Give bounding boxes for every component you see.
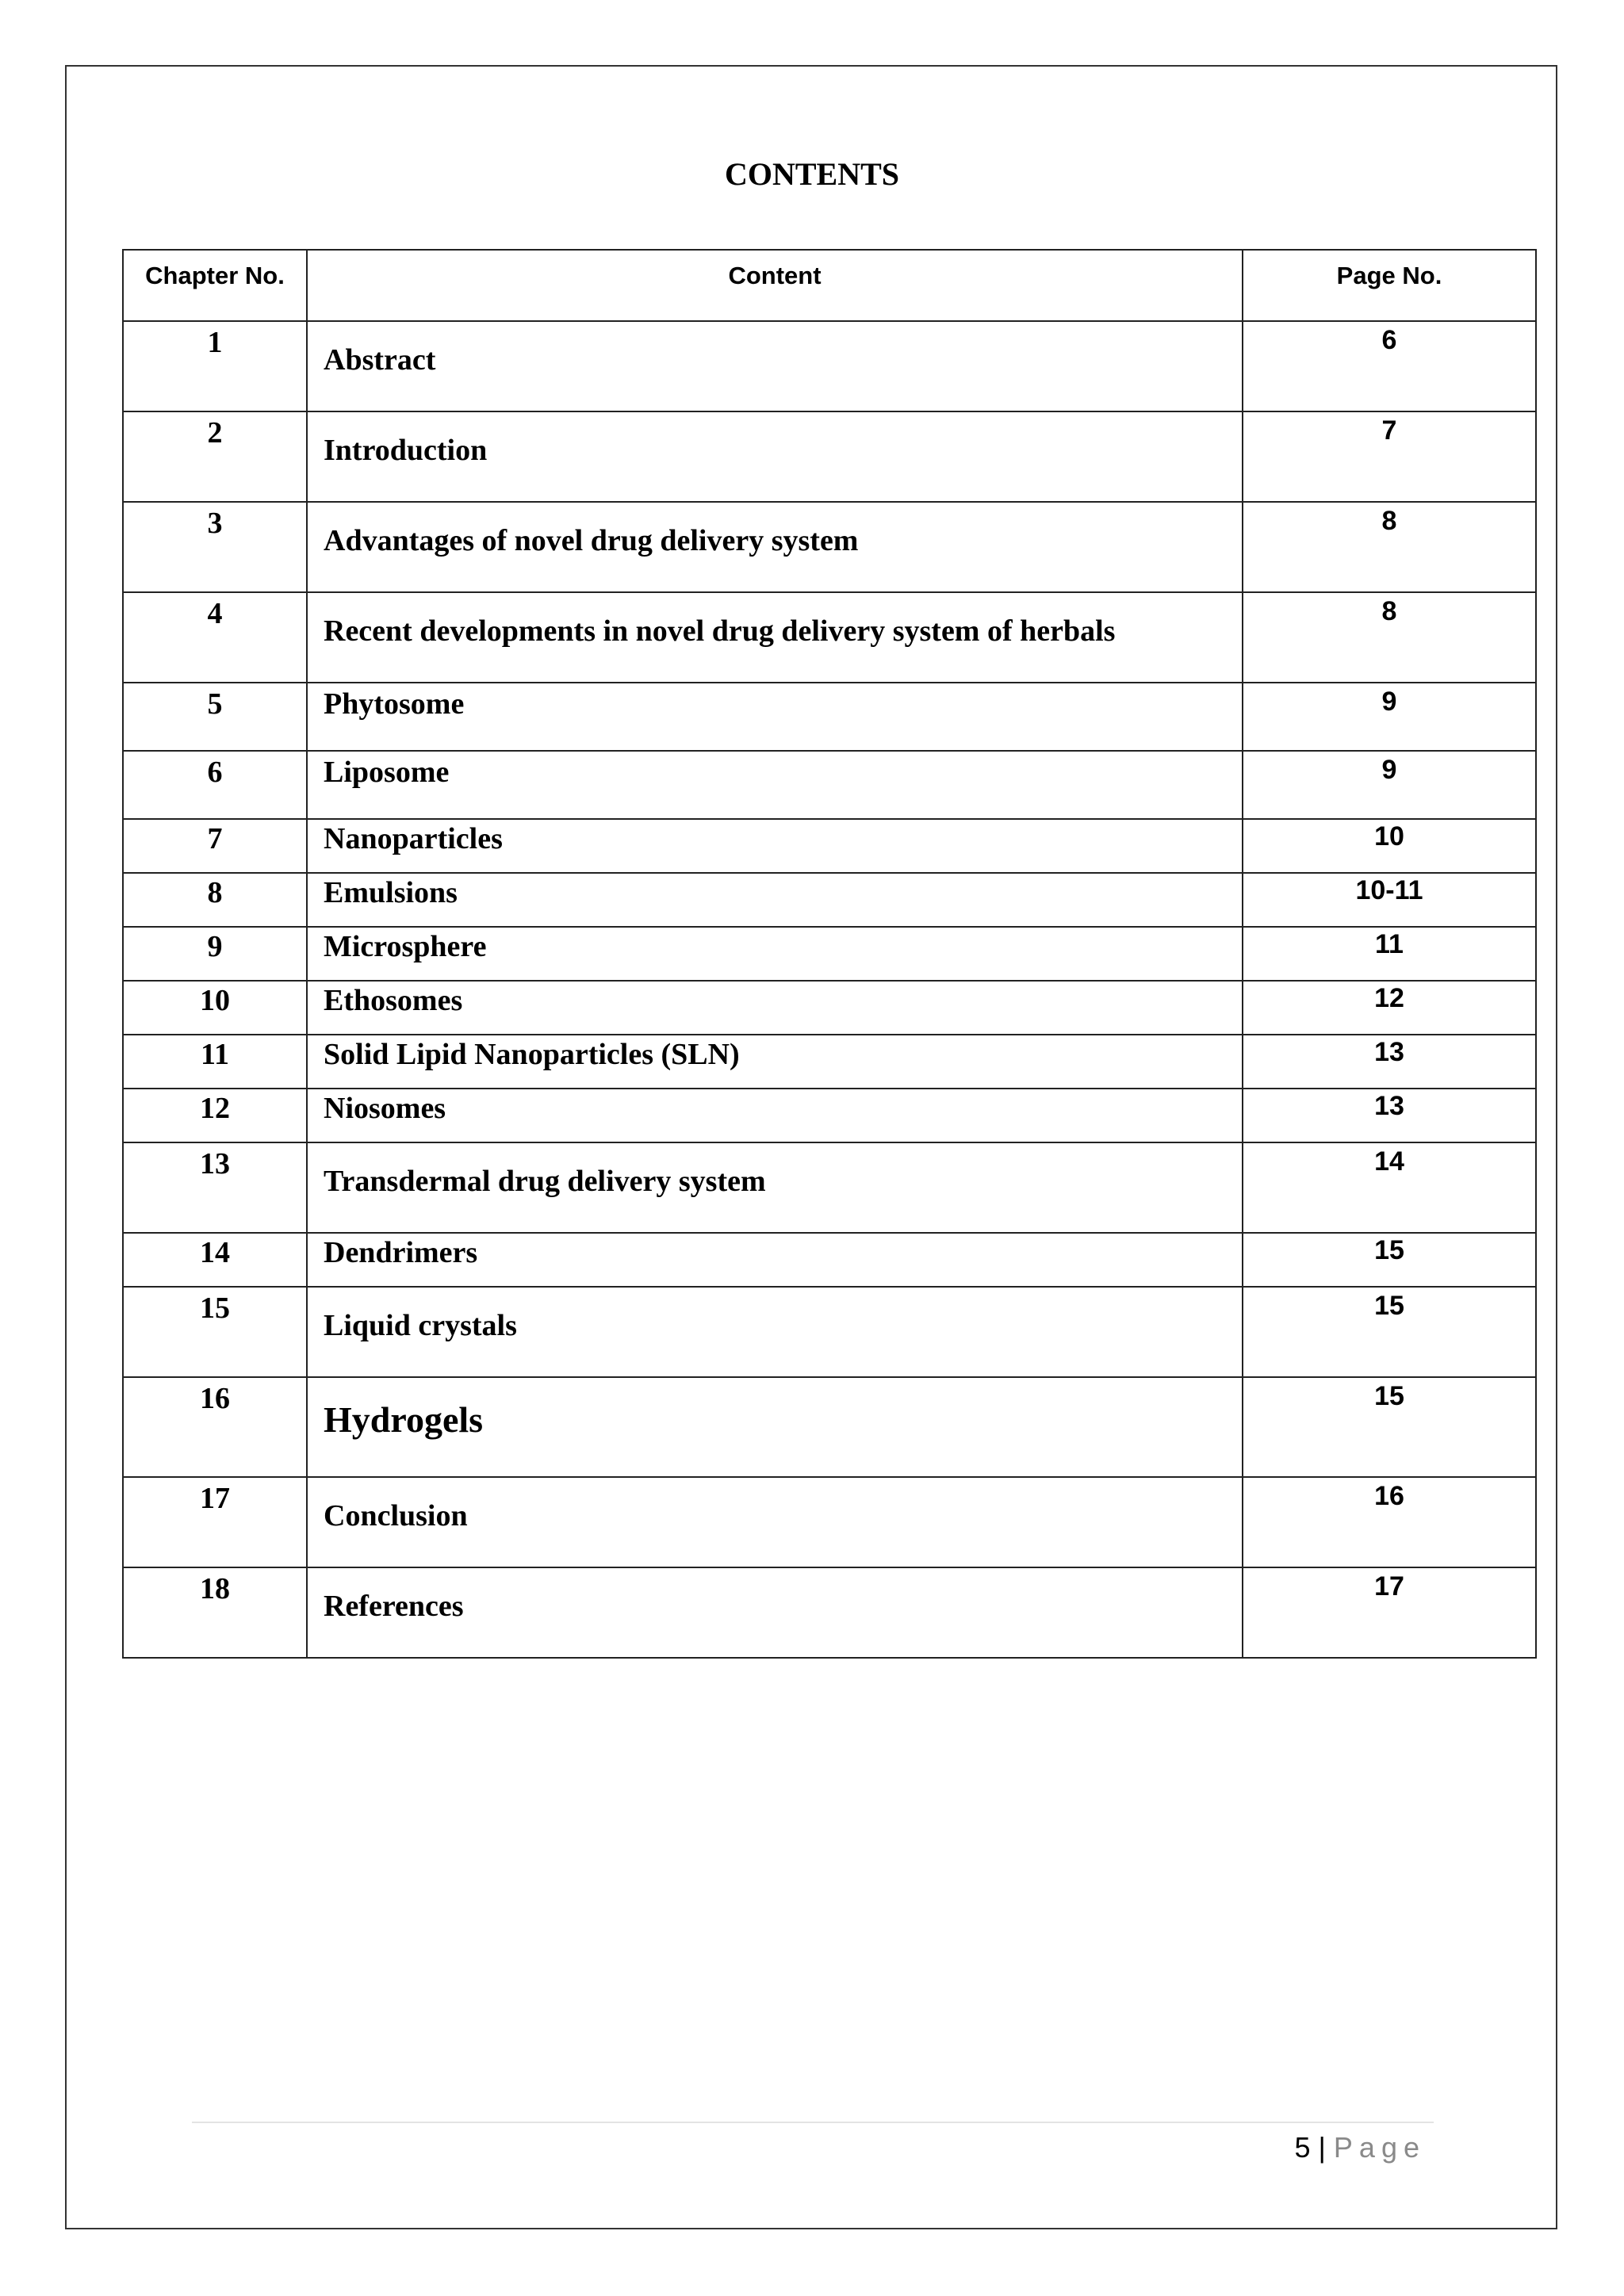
chapter-number: 8 bbox=[123, 873, 307, 927]
chapter-number: 9 bbox=[123, 927, 307, 981]
chapter-title: Dendrimers bbox=[307, 1233, 1243, 1287]
chapter-title: Abstract bbox=[307, 321, 1243, 411]
chapter-number: 2 bbox=[123, 411, 307, 502]
header-content: Content bbox=[307, 250, 1243, 321]
page-number: 10-11 bbox=[1243, 873, 1536, 927]
chapter-title: Ethosomes bbox=[307, 981, 1243, 1035]
chapter-number: 14 bbox=[123, 1233, 307, 1287]
chapter-number: 15 bbox=[123, 1287, 307, 1377]
chapter-number: 18 bbox=[123, 1567, 307, 1658]
header-page: Page No. bbox=[1243, 250, 1536, 321]
chapter-number: 7 bbox=[123, 819, 307, 873]
table-row bbox=[123, 502, 1536, 592]
page-number: 15 bbox=[1243, 1377, 1536, 1477]
page-number: 6 bbox=[1243, 321, 1536, 411]
page-number: 7 bbox=[1243, 411, 1536, 502]
page-number: 17 bbox=[1243, 1567, 1536, 1658]
chapter-number: 13 bbox=[123, 1142, 307, 1233]
table-row bbox=[123, 1477, 1536, 1567]
chapter-title: Recent developments in novel drug delivery system of herbals bbox=[307, 592, 1243, 683]
table-row bbox=[123, 1377, 1536, 1477]
chapter-title: Liquid crystals bbox=[307, 1287, 1243, 1377]
table-row bbox=[123, 1567, 1536, 1658]
table-row bbox=[123, 751, 1536, 819]
page-footer bbox=[1295, 2131, 1427, 2164]
page-number: 9 bbox=[1243, 683, 1536, 751]
page-number: 11 bbox=[1243, 927, 1536, 981]
table-row bbox=[123, 1035, 1536, 1089]
chapter-number: 10 bbox=[123, 981, 307, 1035]
chapter-title: Solid Lipid Nanoparticles (SLN) bbox=[307, 1035, 1243, 1089]
table-row bbox=[123, 819, 1536, 873]
page-number: 16 bbox=[1243, 1477, 1536, 1567]
footer-page-word: Page bbox=[1333, 2131, 1426, 2164]
chapter-title: Emulsions bbox=[307, 873, 1243, 927]
chapter-number: 17 bbox=[123, 1477, 307, 1567]
chapter-number: 3 bbox=[123, 502, 307, 592]
chapter-title: Introduction bbox=[307, 411, 1243, 502]
chapter-title: Liposome bbox=[307, 751, 1243, 819]
header-chapter: Chapter No. bbox=[123, 250, 307, 321]
chapter-title: Conclusion bbox=[307, 1477, 1243, 1567]
footer-separator: | bbox=[1318, 2131, 1326, 2164]
chapter-title: Nanoparticles bbox=[307, 819, 1243, 873]
chapter-title: References bbox=[307, 1567, 1243, 1658]
page-title: CONTENTS bbox=[724, 156, 900, 192]
chapter-number: 6 bbox=[123, 751, 307, 819]
page-number: 14 bbox=[1243, 1142, 1536, 1233]
page-number: 10 bbox=[1243, 819, 1536, 873]
table-row bbox=[123, 1142, 1536, 1233]
table-row bbox=[123, 873, 1536, 927]
contents-table bbox=[122, 249, 1537, 1659]
table-row bbox=[123, 927, 1536, 981]
page-number: 15 bbox=[1243, 1233, 1536, 1287]
table-row bbox=[123, 321, 1536, 411]
table-row bbox=[123, 592, 1536, 683]
table-row bbox=[123, 1089, 1536, 1142]
chapter-title: Niosomes bbox=[307, 1089, 1243, 1142]
chapter-number: 12 bbox=[123, 1089, 307, 1142]
page-number: 13 bbox=[1243, 1035, 1536, 1089]
page-number: 9 bbox=[1243, 751, 1536, 819]
chapter-title: Advantages of novel drug delivery system bbox=[307, 502, 1243, 592]
chapter-number: 5 bbox=[123, 683, 307, 751]
chapter-title: Microsphere bbox=[307, 927, 1243, 981]
table-row bbox=[123, 1233, 1536, 1287]
chapter-title: Transdermal drug delivery system bbox=[307, 1142, 1243, 1233]
chapter-number: 1 bbox=[123, 321, 307, 411]
chapter-number: 16 bbox=[123, 1377, 307, 1477]
chapter-number: 11 bbox=[123, 1035, 307, 1089]
page-number: 15 bbox=[1243, 1287, 1536, 1377]
table-row bbox=[123, 1287, 1536, 1377]
footer-page-number: 5 bbox=[1294, 2131, 1311, 2164]
table-header-row bbox=[123, 250, 1536, 321]
table-row bbox=[123, 411, 1536, 502]
table-row bbox=[123, 981, 1536, 1035]
page-number: 8 bbox=[1243, 502, 1536, 592]
chapter-number: 4 bbox=[123, 592, 307, 683]
chapter-title: Hydrogels bbox=[307, 1377, 1243, 1477]
footer-divider bbox=[192, 2122, 1434, 2123]
table-row bbox=[123, 683, 1536, 751]
page-number: 13 bbox=[1243, 1089, 1536, 1142]
page-number: 12 bbox=[1243, 981, 1536, 1035]
chapter-title: Phytosome bbox=[307, 683, 1243, 751]
page-number: 8 bbox=[1243, 592, 1536, 683]
